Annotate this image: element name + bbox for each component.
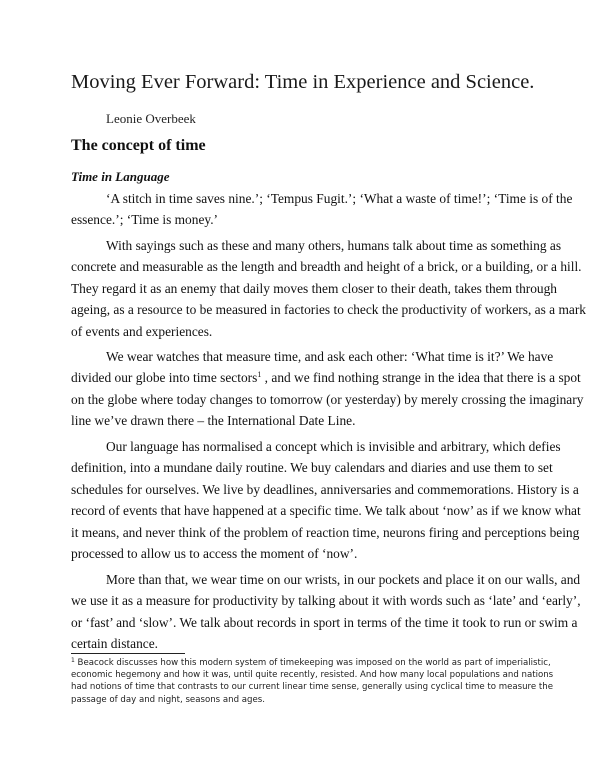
text-line: schedules for ourselves. We live by deadlines, anniversaries and commemorations. History is a [71,481,579,497]
footnote-line [71,657,551,669]
text-line-with-footnote [71,367,581,388]
footnote-number: 1 [71,657,75,664]
footnote-line: economic hegemony and how it was, until quite recently, resisted. And how many local populations and nations [71,670,554,681]
text-line: on the globe where today changes to tomorrow (or yesterday) by merely crossing the imaginary [71,391,584,407]
text-segment: Beacock discusses how this modern system of timekeeping was imposed on the world as part of imperialistic, [74,658,551,668]
section-heading: The concept of time [71,137,206,154]
text-line: processed to allow us to access the moment of ‘now’. [71,546,358,562]
footnote-line: passage of day and night, seasons and ages. [71,694,265,705]
text-line: concrete and measurable as the length and breadth and height of a brick, or a building, or a hill. [71,259,582,275]
text-line: essence.’; ‘Time is money.’ [71,212,219,228]
text-line: line we’ve drawn there – the International Date Line. [71,413,356,429]
text-line: record of events that have happened at a specific time. We talk about ‘now’ as if we know what [71,503,581,519]
text-line: ‘A stitch in time saves nine.’; ‘Tempus Fugit.’; ‘What a waste of time!’; ‘Time is of the [106,191,573,206]
text-line: it means, and never think of the problem of reaction time, neurons firing and perceptions being [71,524,580,540]
paragraph-4 [71,436,581,564]
subsection-heading: Time in Language [71,169,170,184]
text-line: We wear watches that measure time, and ask each other: ‘What time is it?’ We have [106,349,554,364]
footnote-reference[interactable]: 1 [257,370,262,380]
footnote-separator [71,653,185,654]
text-line: They regard it as an enemy that daily moves them closer to their death, takes them through [71,280,558,296]
text-line: More than that, we wear time on our wrists, in our pockets and place it on our walls, and [106,572,581,587]
paragraph-1 [71,188,573,231]
paragraph-5 [71,569,581,655]
paragraph-3 [71,346,584,432]
text-segment: divided our globe into time sectors [71,370,258,386]
text-line: Our language has normalised a concept which is invisible and arbitrary, which defies [106,439,561,454]
text-line: With sayings such as these and many others, humans talk about time as something as [106,238,562,253]
text-line: we use it as a measure for productivity by talking about it with words such as ‘late’ and ‘early’, [71,593,581,609]
text-line: certain distance. [71,636,158,652]
text-line: definition, into a mundane daily routine. We buy calendars and diaries and use them to set [71,460,553,476]
text-line: of events and experiences. [71,323,213,339]
author-name: Leonie Overbeek [106,111,196,126]
text-segment: , and we find nothing strange in the idea that there is a spot [261,370,581,386]
document-title: Moving Ever Forward: Time in Experience and Science. [71,71,535,93]
text-line: or ‘fast’ and ‘slow’. We talk about records in sport in terms of the time it took to run or swim a [71,614,578,630]
footnote [71,657,554,706]
text-line: ageing, as a resource to be measured in factories to check the productivity of workers, as a mark [71,302,586,318]
footnote-line: had notions of time that contrasts to our current linear time sense, generally using cyclical time to measure the [71,682,554,693]
paragraph-2 [71,235,586,342]
